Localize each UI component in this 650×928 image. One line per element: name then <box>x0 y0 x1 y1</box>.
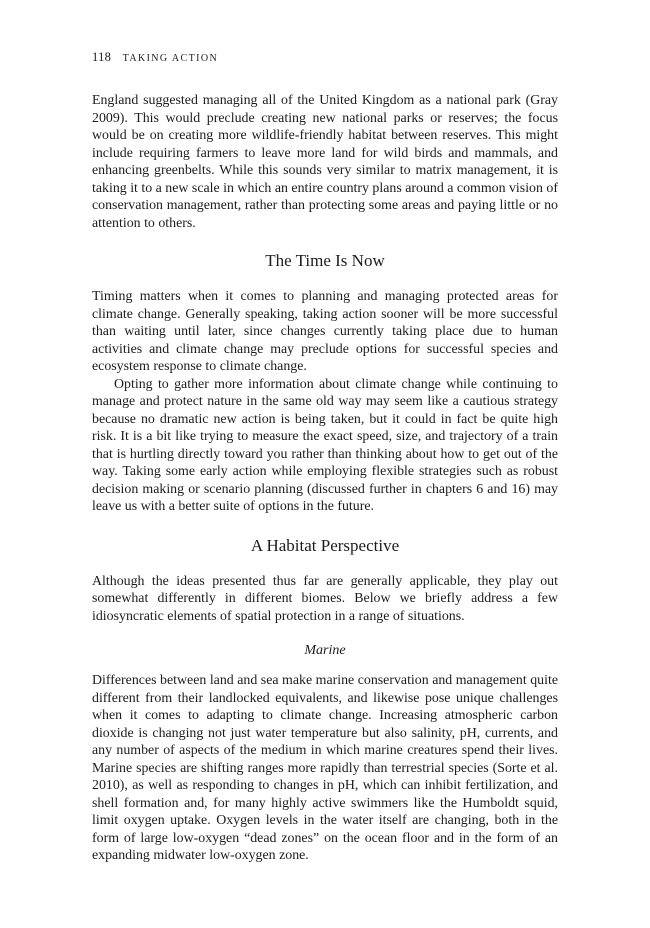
page-body <box>92 92 558 865</box>
paragraph-opting: Opting to gather more information about climate change while continuing to manage and protect nature in the same old way may seem like a cautious strategy because no dramatic new action is being taken, but it could in fact be quite high risk. It is a bit like trying to measure the exact speed, size, and trajectory of a train that is hurtling directly toward you rather than thinking about how to get out of the way. Taking some early action while employing flexible strategies such as robust decision making or scenario planning (discussed further in chapters 6 and 16) may leave us with a better suite of options in the future. <box>92 376 558 514</box>
running-head-title: TAKING ACTION <box>122 53 219 64</box>
paragraph-intro: England suggested managing all of the United Kingdom as a national park (Gray 2009). This would preclude creating new national parks or reserves; the focus would be on creating more wildlife-friendly habitat between reserves. This might include requiring farmers to leave more land for wild birds and mammals, and enhancing greenbelts. While this sounds very similar to matrix management, it is taking it to a new scale in which an entire country plans around a common vision of conservation management, rather than protecting some areas and paying little or no attention to others. <box>92 93 558 231</box>
running-head <box>92 50 218 65</box>
section-heading-time-is-now: The Time Is Now <box>265 251 385 270</box>
section-heading-habitat-perspective: A Habitat Perspective <box>250 535 400 555</box>
subsection-heading-marine: Marine <box>304 643 346 658</box>
paragraph-timing: Timing matters when it comes to planning and managing protected areas for climate change. Generally speaking, taking action sooner will be more successful than waiting until later, since changes currently taking place due to human activities and climate change may preclude options for successful species and ecosystem response to climate change. <box>92 289 558 374</box>
paragraph-marine: Differences between land and sea make marine conservation and management quite different from their landlocked equivalents, and likewise pose unique challenges when it comes to adapting to climate change. Increasing atmospheric carbon dioxide is changing not just water temperature but also salinity, pH, currents, and any number of aspects of the medium in which marine creatures spend their lives. Marine species are shifting ranges more rapidly than terrestrial species (Sorte et al. 2010), as well as responding to changes in pH, which can inhibit fertilization, and shell formation and, for many highly active swimmers like the Humboldt squid, limit oxygen uptake. Oxygen levels in the water itself are changing, both in the form of large low-oxygen “dead zones” on the ocean floor and in the form of an expanding midwater low-oxygen zone. <box>92 673 558 863</box>
page-number: 118 <box>92 50 112 64</box>
paragraph-biomes: Although the ideas presented thus far are generally applicable, they play out somewhat differently in different biomes. Below we briefly address a few idiosyncratic elements of spatial protection in a range of situations. <box>92 573 558 624</box>
